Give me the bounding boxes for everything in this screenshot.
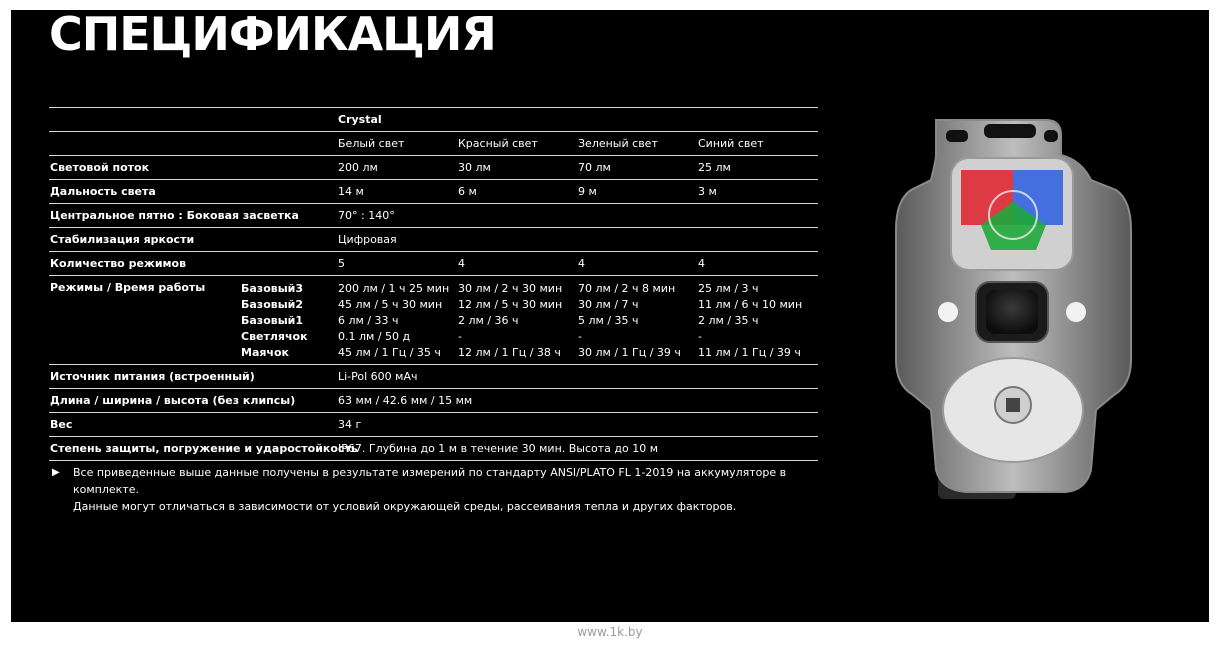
footnote-line: Данные могут отличаться в зависимости от условий окружающей среды, рассеивания тепла и других факторов. bbox=[73, 500, 737, 513]
footnote bbox=[49, 464, 829, 515]
table-cell: IP67. Глубина до 1 м в течение 30 мин. Высота до 10 м bbox=[338, 442, 659, 455]
table-cell: 30 лм bbox=[458, 161, 491, 174]
table-cell: 4 bbox=[578, 257, 585, 270]
table-cell: 34 г bbox=[338, 418, 362, 431]
row-label: Световой поток bbox=[50, 161, 150, 174]
column-header: Белый свет bbox=[338, 137, 405, 150]
table-cell: Цифровая bbox=[338, 233, 397, 246]
table-cell: Li-Pol 600 мАч bbox=[338, 370, 418, 383]
row-label: Степень защиты, погружение и ударостойкость bbox=[50, 442, 358, 455]
table-cell: - bbox=[698, 330, 702, 343]
flashlight-product-image bbox=[876, 110, 1148, 510]
column-header-row bbox=[49, 131, 818, 155]
table-cell: 14 м bbox=[338, 185, 364, 198]
mode-name: Базовый1 bbox=[241, 314, 304, 327]
table-cell: 200 лм bbox=[338, 161, 378, 174]
table-row bbox=[49, 155, 818, 179]
table-cell: 11 лм / 1 Гц / 39 ч bbox=[698, 346, 801, 359]
table-cell: 70° : 140° bbox=[338, 209, 395, 222]
strap-slot bbox=[946, 130, 968, 142]
table-cell: 12 лм / 5 ч 30 мин bbox=[458, 298, 563, 311]
row-label: Количество режимов bbox=[50, 257, 187, 270]
table-row bbox=[49, 364, 818, 388]
model-row bbox=[49, 107, 818, 131]
table-cell: 2 лм / 35 ч bbox=[698, 314, 759, 327]
table-row bbox=[49, 412, 818, 436]
table-cell: 30 лм / 2 ч 30 мин bbox=[458, 282, 563, 295]
modes-blue-column bbox=[698, 281, 802, 361]
mode-name: Маячок bbox=[241, 346, 290, 359]
row-label: Центральное пятно : Боковая засветка bbox=[50, 209, 299, 222]
column-header: Красный свет bbox=[458, 137, 538, 150]
side-led bbox=[1066, 302, 1086, 322]
table-cell: 6 м bbox=[458, 185, 477, 198]
footnote-line: Все приведенные выше данные получены в результате измерений по стандарту ANSI/PLATO FL 1-2019 на аккумуляторе в комплекте. bbox=[73, 466, 787, 496]
table-cell: 12 лм / 1 Гц / 38 ч bbox=[458, 346, 561, 359]
table-cell: 70 лм / 2 ч 8 мин bbox=[578, 282, 676, 295]
table-cell: 70 лм bbox=[578, 161, 611, 174]
modes-white-column bbox=[338, 281, 449, 361]
table-cell: 4 bbox=[458, 257, 465, 270]
strap-slot bbox=[984, 124, 1036, 138]
row-label: Вес bbox=[50, 418, 73, 431]
table-cell: - bbox=[578, 330, 582, 343]
table-cell: 25 лм / 3 ч bbox=[698, 282, 759, 295]
table-cell: 200 лм / 1 ч 25 мин bbox=[338, 282, 450, 295]
table-row bbox=[49, 436, 818, 460]
model-name: Crystal bbox=[338, 113, 382, 126]
table-cell: 4 bbox=[698, 257, 705, 270]
mode-name: Базовый3 bbox=[241, 282, 304, 295]
table-cell: 6 лм / 33 ч bbox=[338, 314, 399, 327]
table-row bbox=[49, 203, 818, 227]
mode-names bbox=[241, 281, 308, 361]
row-label: Дальность света bbox=[50, 185, 156, 198]
modes-green-column bbox=[578, 281, 681, 361]
row-label: Стабилизация яркости bbox=[50, 233, 195, 246]
table-cell: 45 лм / 1 Гц / 35 ч bbox=[338, 346, 441, 359]
table-cell: 25 лм bbox=[698, 161, 731, 174]
table-row bbox=[49, 251, 818, 275]
mode-name: Базовый2 bbox=[241, 298, 304, 311]
spec-panel bbox=[11, 10, 1209, 622]
side-led bbox=[938, 302, 958, 322]
table-row bbox=[49, 179, 818, 203]
modes-row bbox=[49, 275, 818, 364]
table-cell: 9 м bbox=[578, 185, 597, 198]
page-title: СПЕЦИФИКАЦИЯ bbox=[49, 10, 496, 61]
table-cell: 30 лм / 7 ч bbox=[578, 298, 639, 311]
play-arrow-icon: ▶ bbox=[52, 467, 60, 478]
column-header: Синий свет bbox=[698, 137, 764, 150]
table-cell: 0.1 лм / 50 д bbox=[338, 330, 411, 343]
table-bottom-rule bbox=[49, 460, 818, 462]
led-chip bbox=[1006, 398, 1020, 412]
modes-red-column bbox=[458, 281, 562, 361]
table-cell: 3 м bbox=[698, 185, 717, 198]
table-cell: 45 лм / 5 ч 30 мин bbox=[338, 298, 443, 311]
spec-table bbox=[49, 107, 818, 462]
watermark: www.1k.by bbox=[577, 625, 643, 639]
column-header: Зеленый свет bbox=[578, 137, 658, 150]
table-cell: 5 лм / 35 ч bbox=[578, 314, 639, 327]
table-row bbox=[49, 227, 818, 251]
row-label: Источник питания (встроенный) bbox=[50, 370, 255, 383]
table-cell: 2 лм / 36 ч bbox=[458, 314, 519, 327]
row-label: Режимы / Время работы bbox=[50, 281, 206, 294]
table-cell: - bbox=[458, 330, 462, 343]
table-cell: 11 лм / 6 ч 10 мин bbox=[698, 298, 803, 311]
mode-name: Светлячок bbox=[241, 330, 308, 343]
power-button bbox=[986, 290, 1038, 334]
table-row bbox=[49, 388, 818, 412]
table-cell: 5 bbox=[338, 257, 345, 270]
row-label: Длина / ширина / высота (без клипсы) bbox=[50, 394, 296, 407]
table-cell: 63 мм / 42.6 мм / 15 мм bbox=[338, 394, 473, 407]
strap-slot bbox=[1044, 130, 1058, 142]
table-cell: 30 лм / 1 Гц / 39 ч bbox=[578, 346, 681, 359]
